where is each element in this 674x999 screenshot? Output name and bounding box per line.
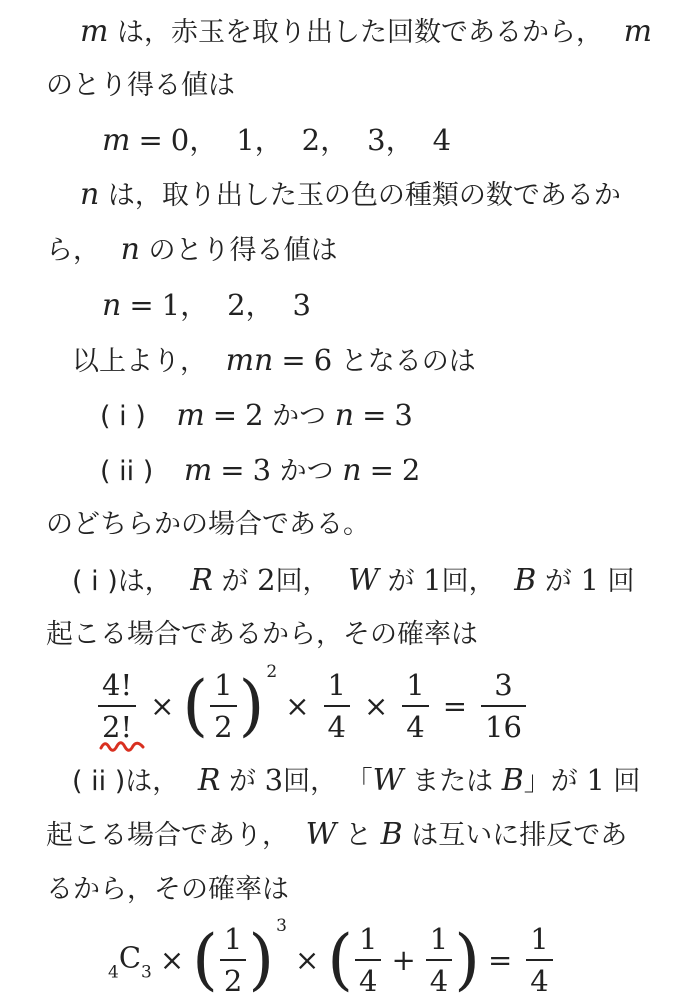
denominator: 4 (526, 959, 552, 998)
var-n: n (102, 288, 122, 323)
numerator: 1 (359, 922, 378, 956)
text: は，取り出した玉の色の種類の数であるか (107, 180, 621, 211)
numerator: 1 (327, 668, 346, 702)
equals: = (442, 689, 468, 723)
text: が (544, 566, 572, 597)
pre-subscript: 4 (108, 962, 119, 983)
equals: = (487, 943, 513, 977)
equals: = (129, 288, 154, 322)
line-7 (72, 340, 476, 382)
right-paren: ) (238, 667, 265, 744)
right-paren: ) (454, 921, 480, 998)
value: 3 (292, 288, 311, 322)
value: 2 (245, 398, 264, 432)
plus: + (391, 943, 416, 977)
fraction (324, 668, 350, 744)
text: ら， (46, 235, 100, 266)
fraction (355, 922, 381, 998)
text: かつ (279, 456, 334, 487)
value: 6 (313, 343, 333, 377)
exponent: 3 (276, 916, 287, 936)
text: かつ (272, 401, 327, 432)
value: 3 (394, 398, 413, 432)
var-b: B (380, 817, 403, 852)
text: 回 (607, 566, 635, 597)
numerator: 1 (214, 668, 233, 702)
text: または (412, 766, 494, 797)
count: 1 (580, 563, 599, 597)
text: 回， (275, 566, 330, 597)
text: と (345, 820, 373, 851)
equals: = (369, 453, 394, 487)
post-subscript: 3 (141, 962, 152, 983)
formula-2 (108, 916, 559, 998)
quote-open: 「 (345, 766, 373, 797)
text: が (229, 766, 257, 797)
fraction (426, 922, 452, 998)
text: となるのは (340, 346, 476, 377)
text: 回， (441, 566, 496, 597)
line-11 (72, 560, 635, 602)
text: 起こる場合であり， (46, 820, 289, 851)
left-paren: ( (327, 921, 354, 998)
var-r: R (197, 763, 221, 798)
denominator: 4 (324, 705, 350, 744)
numerator: 1 (530, 922, 549, 956)
equals: = (138, 123, 163, 157)
line-16 (46, 815, 627, 856)
line-15 (72, 760, 640, 802)
value: 2， (227, 288, 275, 322)
denominator: 2 (210, 705, 236, 744)
times: × (150, 689, 175, 723)
line-10: のどちらかの場合である。 (46, 509, 370, 540)
times: × (285, 689, 310, 723)
squiggle-path (101, 743, 143, 751)
value: 0， (170, 123, 219, 157)
combination-c: C (118, 940, 142, 975)
line-2: のとり得る値は (46, 70, 235, 101)
denominator: 4 (402, 705, 428, 744)
var-m: m (176, 398, 205, 433)
text: は互いに排反であ (411, 820, 628, 851)
equals: = (281, 343, 306, 377)
count: 3 (264, 763, 284, 797)
equals: = (212, 398, 238, 432)
times: × (363, 689, 389, 723)
squiggle-underline (99, 738, 145, 754)
line-4 (80, 175, 621, 216)
line-9 (100, 450, 420, 492)
text: 回， (283, 766, 338, 797)
var-w: W (305, 817, 337, 852)
line-1 (80, 12, 652, 53)
numerator: 3 (494, 668, 513, 702)
numerator: 4! (102, 668, 133, 702)
text: は，赤玉を取り出した回数であるから， (117, 17, 604, 48)
var-b: B (501, 763, 524, 798)
line-5 (46, 230, 338, 271)
value: 3 (252, 453, 272, 487)
numerator: 1 (406, 668, 425, 702)
value: 1， (161, 288, 210, 322)
times: × (159, 943, 185, 977)
numerator: 1 (429, 922, 449, 956)
var-r: R (190, 563, 213, 598)
left-paren: ( (182, 667, 209, 744)
value: 1， (236, 123, 284, 157)
var-w: W (372, 763, 404, 798)
line-17: るから，その確率は (46, 874, 289, 905)
value: 4 (432, 123, 452, 157)
var-n: n (334, 398, 355, 433)
var-m: m (80, 14, 109, 49)
var-m: m (102, 123, 131, 158)
count: 1 (586, 763, 605, 797)
text: 以上より， (72, 346, 207, 377)
right-paren: ) (248, 921, 275, 998)
times: × (294, 943, 320, 977)
exponent: 2 (266, 662, 278, 682)
text: 回 (613, 766, 641, 797)
case-label: ( i )は， (72, 566, 172, 597)
value: 2 (401, 453, 421, 487)
denominator: 4 (355, 959, 381, 998)
var-mn: mn (225, 343, 274, 378)
count: 1 (423, 563, 442, 597)
denominator: 2! (98, 705, 136, 744)
value: 3， (367, 123, 415, 157)
var-n: n (342, 453, 362, 488)
value: 2， (301, 123, 350, 157)
equals: = (220, 453, 245, 487)
text: が (221, 566, 249, 597)
quote-close: 」 (523, 766, 551, 797)
fraction (220, 922, 246, 998)
text: のとり得る値は (148, 235, 338, 266)
denominator: 2 (220, 959, 246, 998)
text: が (550, 766, 578, 797)
line-6 (102, 285, 311, 327)
fraction (402, 668, 428, 744)
line-8 (100, 395, 413, 437)
formula-1 (98, 662, 532, 744)
var-m: m (183, 453, 213, 488)
denominator: 16 (481, 705, 526, 744)
denominator: 4 (426, 959, 452, 998)
left-paren: ( (192, 921, 218, 998)
case-label: ( ii ) (100, 456, 154, 487)
count: 2 (257, 563, 276, 597)
line-12: 起こる場合であるから，その確率は (46, 619, 478, 650)
fraction (98, 668, 136, 744)
numerator: 1 (223, 922, 243, 956)
var-m: m (623, 14, 653, 49)
fraction (210, 668, 236, 744)
case-label: ( i ) (100, 401, 146, 432)
text: が (387, 566, 415, 597)
var-w: W (348, 563, 379, 598)
var-n: n (80, 177, 100, 212)
var-b: B (514, 563, 537, 598)
var-n: n (120, 232, 140, 267)
fraction (526, 922, 552, 998)
line-3 (102, 120, 451, 162)
case-label: ( ii )は， (72, 766, 180, 797)
equals: = (362, 398, 387, 432)
fraction (481, 668, 526, 744)
